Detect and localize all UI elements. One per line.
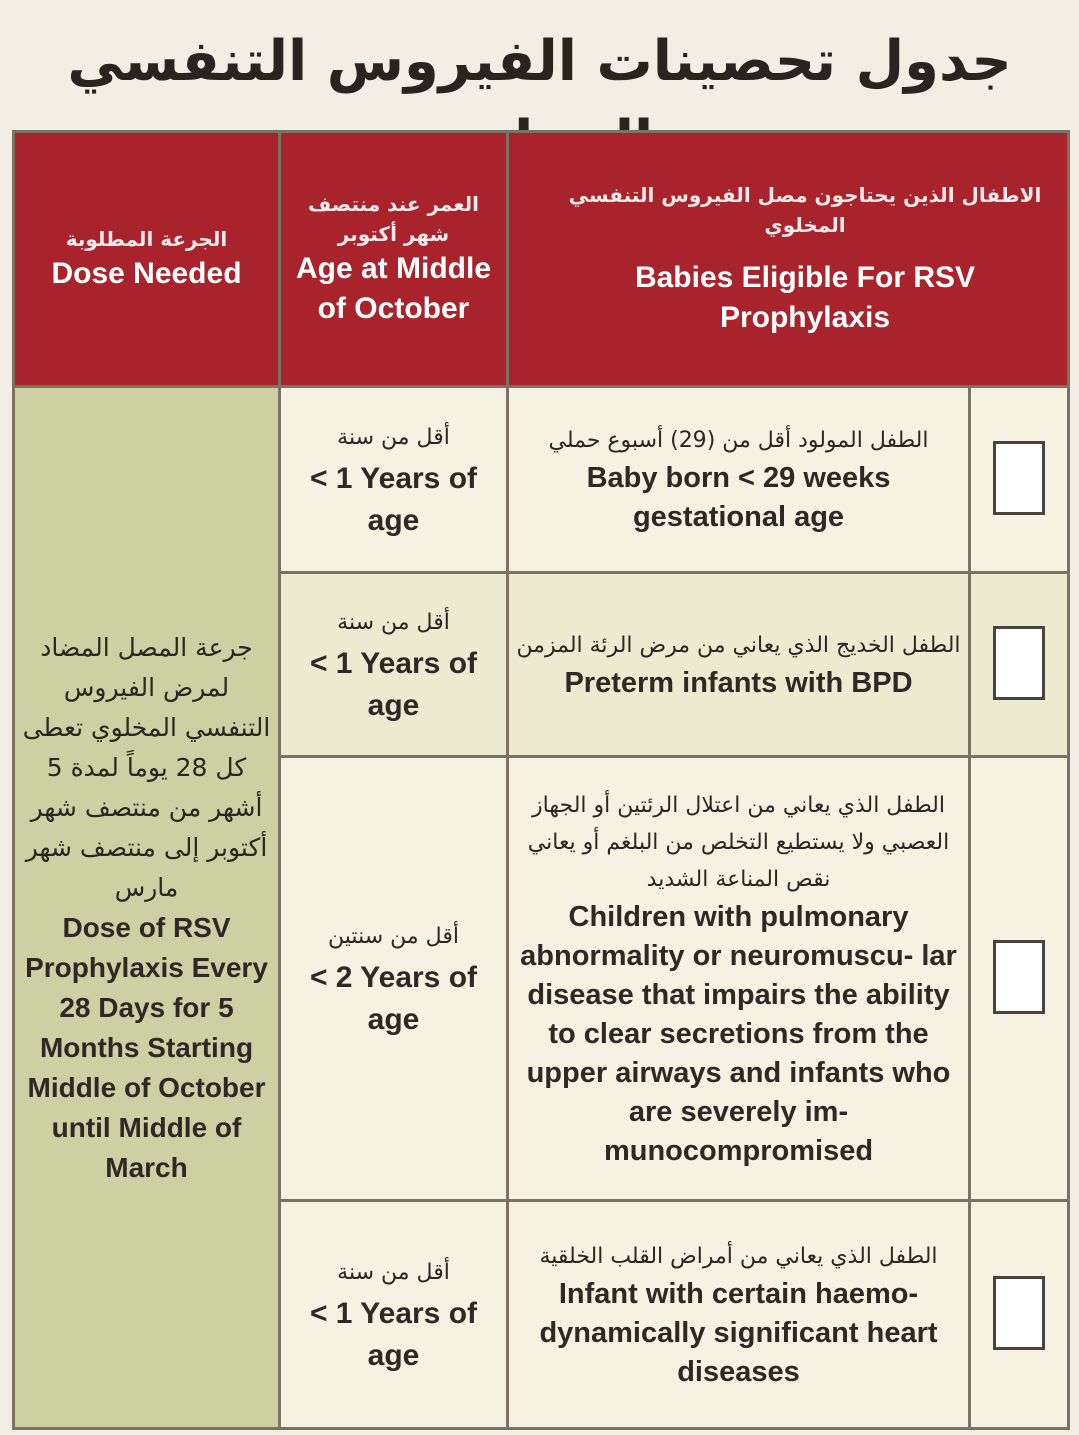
eligibility-en: Baby born < 29 weeks gestational age	[586, 462, 891, 533]
dose-ar: جرعة المصل المضاد لمرض الفيروس التنفسي المخلوي تعطى كل 28 يوماً لمدة 5 أشهر من منتصف شهر أكتوبر إلى منتصف شهر مارس	[22, 632, 271, 902]
eligibility-cell	[508, 1201, 970, 1429]
header-age-ar: العمر عند منتصف شهر أكتوبر	[307, 192, 480, 246]
page-title: جدول تحصينات الفيروس التنفسي	[67, 29, 1012, 94]
eligibility-checkbox[interactable]	[993, 626, 1045, 700]
eligibility-cell	[508, 387, 970, 573]
eligibility-ar: الطفل المولود أقل من (29) أسبوع حملي	[548, 428, 929, 453]
age-ar: أقل من سنة	[337, 424, 450, 450]
check-cell	[970, 757, 1069, 1201]
eligibility-en: Children with pulmonary abnormality or neuromuscu- lar disease that impairs the ability to clear secretions from the upper airways and infants who are severely im- munocompromised	[520, 900, 957, 1167]
age-ar: أقل من سنتين	[328, 923, 459, 949]
check-cell	[970, 387, 1069, 573]
age-cell	[280, 573, 508, 757]
age-en: < 1 Years of age	[309, 461, 478, 537]
check-cell	[970, 573, 1069, 757]
check-cell	[970, 1201, 1069, 1429]
eligibility-checkbox[interactable]	[993, 441, 1045, 515]
eligibility-ar: الطفل الذي يعاني من اعتلال الرئتين أو الجهاز العصبي ولا يستطيع التخلص من البلغم أو يعاني نقص المناعة الشديد	[527, 792, 950, 892]
header-babies-en: Babies Eligible For RSV Prophylaxis	[634, 261, 976, 334]
age-cell	[280, 757, 508, 1201]
age-ar: أقل من سنة	[337, 609, 450, 635]
header-age	[280, 132, 508, 387]
header-dose	[14, 132, 280, 387]
age-ar: أقل من سنة	[337, 1259, 450, 1285]
header-dose-ar: الجرعة المطلوبة	[65, 227, 228, 251]
eligibility-cell	[508, 573, 970, 757]
header-dose-en: Dose Needed	[51, 257, 242, 290]
table-row	[14, 387, 1069, 573]
header-row	[14, 132, 1069, 387]
header-babies	[508, 132, 1069, 387]
dose-en: Dose of RSV Prophylaxis Every 28 Days for 5 Months Starting Middle of October until Middle of March	[25, 911, 268, 1183]
eligibility-en: Preterm infants with BPD	[564, 666, 913, 699]
header-babies-ar: الاطفال الذين يحتاجون مصل الفيروس التنفسي المخلوي	[568, 183, 1042, 237]
eligibility-checkbox[interactable]	[993, 940, 1045, 1014]
age-cell	[280, 1201, 508, 1429]
eligibility-checkbox[interactable]	[993, 1276, 1045, 1350]
eligibility-en: Infant with certain haemo- dynamically significant heart diseases	[539, 1277, 938, 1388]
header-age-en: Age at Middle of October	[295, 252, 491, 325]
dose-cell	[14, 387, 280, 1429]
age-en: < 1 Years of age	[309, 1296, 478, 1372]
age-cell	[280, 387, 508, 573]
age-en: < 2 Years of age	[309, 960, 478, 1036]
eligibility-ar: الطفل الذي يعاني من أمراض القلب الخلقية	[539, 1243, 938, 1269]
rsv-schedule-table-wrap	[12, 130, 1067, 1430]
age-en: < 1 Years of age	[309, 646, 478, 722]
eligibility-ar: الطفل الخديج الذي يعاني من مرض الرئة المزمن	[516, 632, 961, 658]
rsv-schedule-table	[12, 130, 1070, 1430]
eligibility-cell	[508, 757, 970, 1201]
